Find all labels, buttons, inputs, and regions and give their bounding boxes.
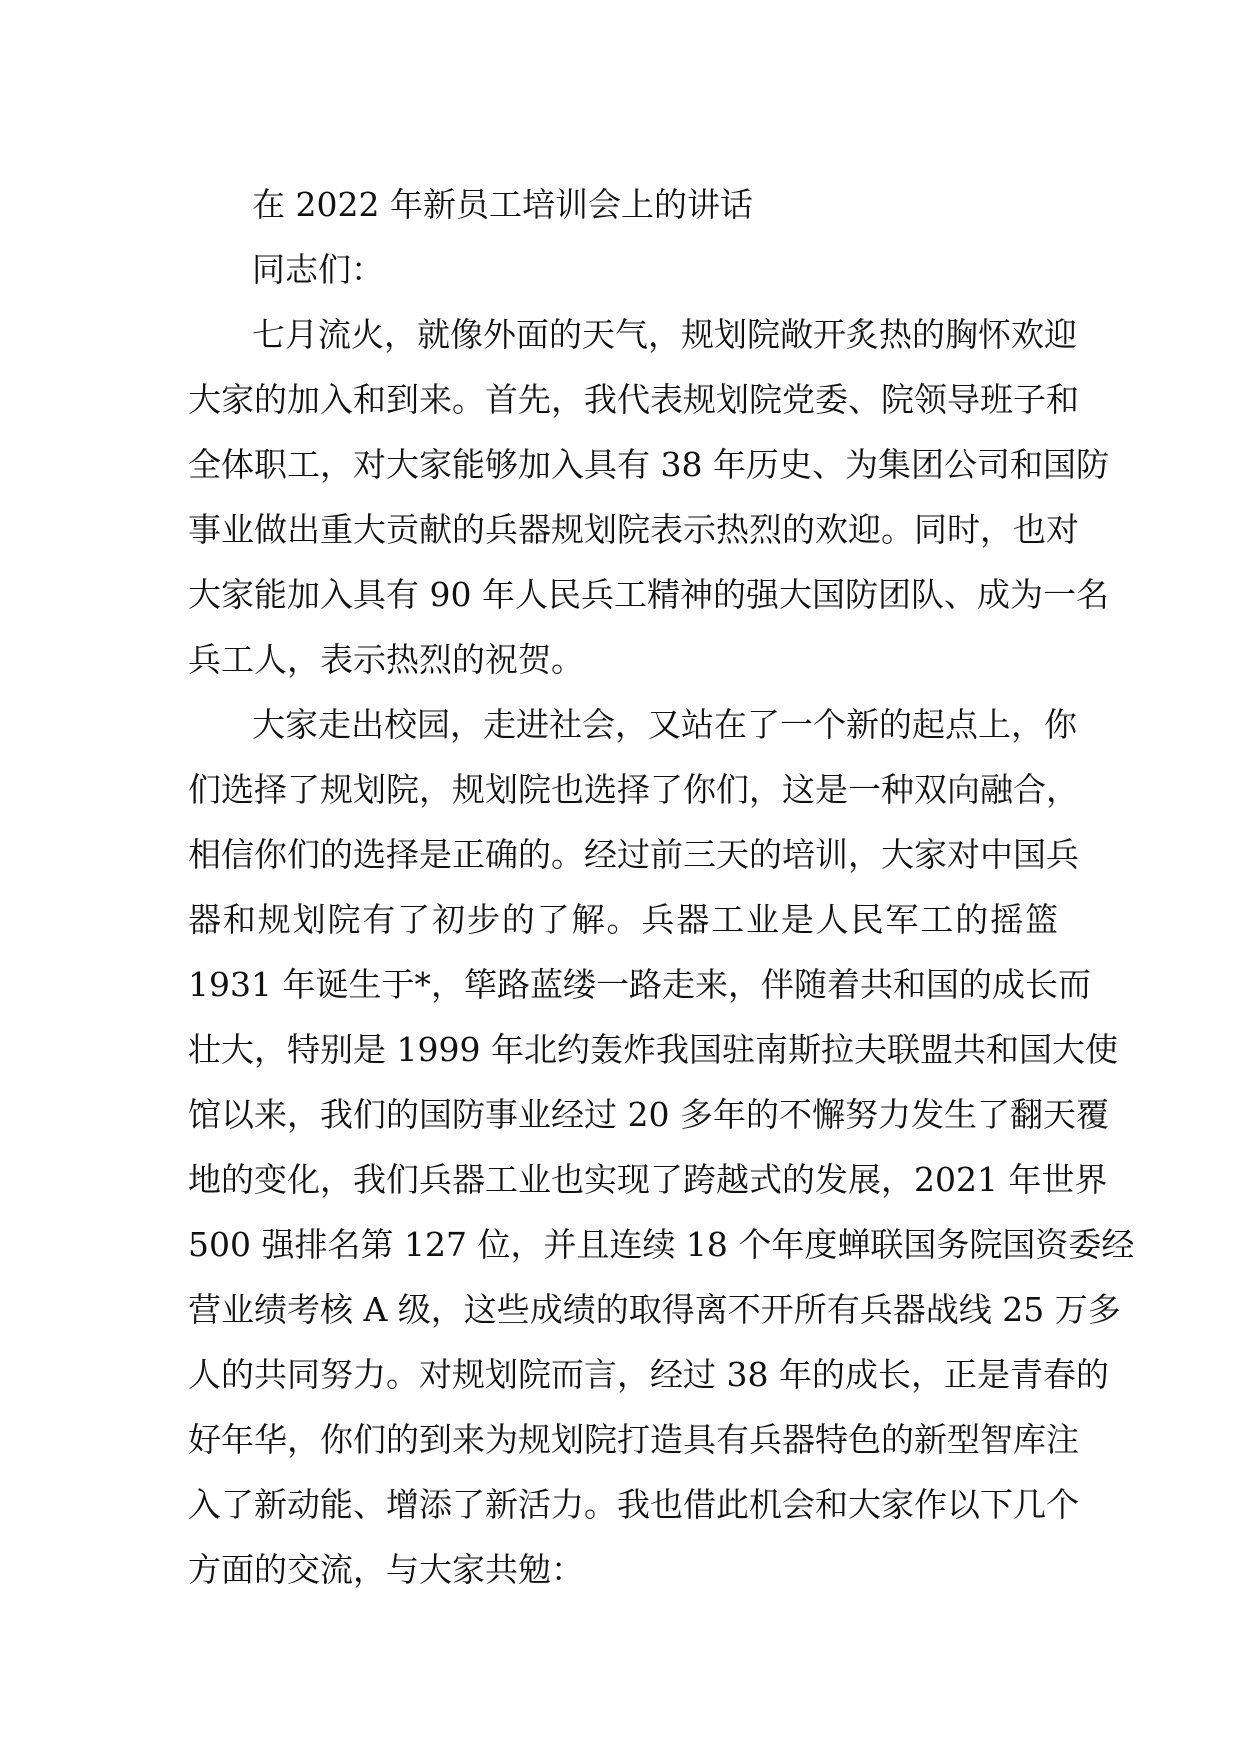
paragraph-line: 大家的加入和到来。首先，我代表规划院党委、院领导班子和 bbox=[188, 380, 1079, 419]
paragraph-line: 兵工人，表示热烈的祝贺。 bbox=[188, 640, 584, 679]
paragraph-1 bbox=[188, 302, 1109, 692]
paragraph-line: 营业绩考核 A 级，这些成绩的取得离不开所有兵器战线 25 万多 bbox=[188, 1290, 1121, 1329]
paragraph-line: 七月流火，就像外面的天气，规划院敞开炙热的胸怀欢迎 bbox=[252, 315, 1077, 354]
paragraph-line: 大家走出校园，走进社会，又站在了一个新的起点上，你 bbox=[252, 705, 1077, 744]
paragraph-line: 全体职工，对大家能够加入具有 38 年历史、为集团公司和国防 bbox=[188, 445, 1109, 484]
paragraph-line: 方面的交流，与大家共勉： bbox=[188, 1550, 584, 1589]
paragraph-line: 器和规划院有了初步的了解。兵器工业是人民军工的摇篮 bbox=[188, 900, 1058, 939]
document-body bbox=[188, 172, 1135, 1602]
salutation: 同志们： bbox=[252, 250, 384, 289]
paragraph-line: 好年华，你们的到来为规划院打造具有兵器特色的新型智库注 bbox=[188, 1420, 1079, 1459]
paragraph-line: 1931 年诞生于*，筚路蓝缕一路走来，伴随着共和国的成长而 bbox=[188, 965, 1091, 1004]
paragraph-line: 们选择了规划院，规划院也选择了你们，这是一种双向融合， bbox=[188, 770, 1079, 809]
paragraph-line: 入了新动能、增添了新活力。我也借此机会和大家作以下几个 bbox=[188, 1485, 1079, 1524]
paragraph-line: 大家能加入具有 90 年人民兵工精神的强大国防团队、成为一名 bbox=[188, 575, 1109, 614]
document-title: 在 2022 年新员工培训会上的讲话 bbox=[252, 185, 753, 224]
paragraph-line: 馆以来，我们的国防事业经过 20 多年的不懈努力发生了翻天覆 bbox=[188, 1095, 1109, 1134]
paragraph-line: 地的变化，我们兵器工业也实现了跨越式的发展，2021 年世界 bbox=[188, 1160, 1108, 1199]
paragraph-line: 500 强排名第 127 位，并且连续 18 个年度蝉联国务院国资委经 bbox=[188, 1225, 1135, 1264]
paragraph-line: 人的共同努力。对规划院而言，经过 38 年的成长，正是青春的 bbox=[188, 1355, 1109, 1394]
paragraph-line: 事业做出重大贡献的兵器规划院表示热烈的欢迎。同时，也对 bbox=[188, 510, 1079, 549]
paragraph-line: 相信你们的选择是正确的。经过前三天的培训，大家对中国兵 bbox=[188, 835, 1079, 874]
paragraph-2 bbox=[188, 692, 1135, 1602]
paragraph-line: 壮大，特别是 1999 年北约轰炸我国驻南斯拉夫联盟共和国大使 bbox=[188, 1030, 1118, 1069]
